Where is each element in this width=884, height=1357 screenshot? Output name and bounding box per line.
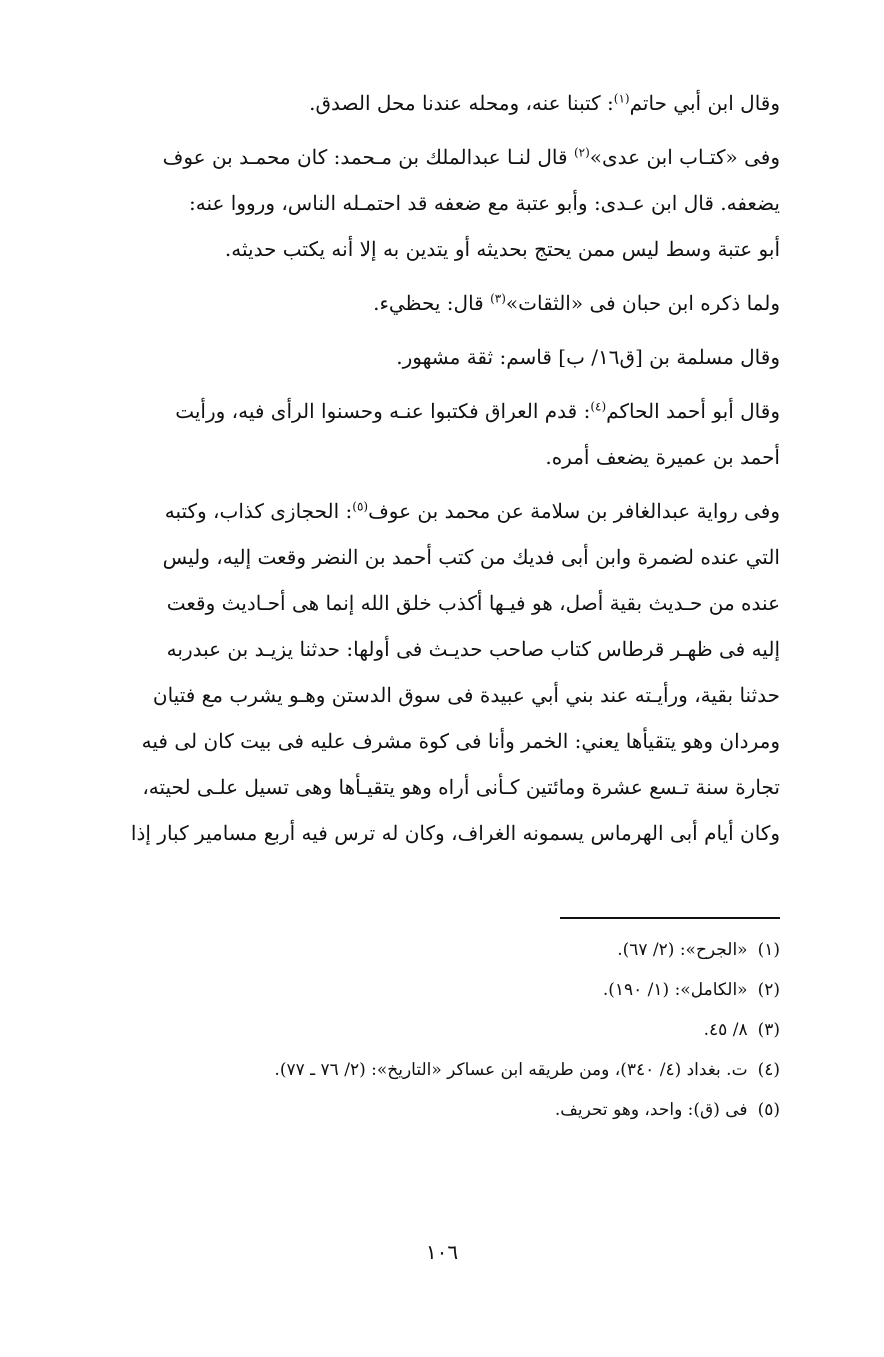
- text-line: أبو عتبة وسط ليس ممن يحتج بحديثه أو يتدين به إلا أنه يكتب حديثه.: [224, 237, 780, 261]
- text-line: وقال مسلمة بن [ق١٦/ ب] قاسم: ثقة مشهور.: [396, 345, 780, 369]
- footnote-ref-3[interactable]: (٣): [490, 291, 506, 306]
- page-number: ١٠٦: [425, 1240, 459, 1264]
- footnote-ref-5[interactable]: (٥): [352, 499, 369, 514]
- footnote-divider: [560, 917, 780, 919]
- text-line: إليه فى ظهـر قرطاس كتاب صاحب حديـث فى أولها: حدثنا يزيـد بن عبدربه: [166, 637, 780, 661]
- paragraph-abd-al-ghafir: [104, 488, 780, 856]
- text-line: أحمد بن عميرة يضعف أمره.: [545, 445, 780, 469]
- footnote-ref-4[interactable]: (٤): [590, 399, 607, 414]
- paragraph-ibn-adi: [104, 134, 780, 272]
- paragraph-ibn-hibban: [104, 280, 780, 326]
- footnote-number: (١): [757, 940, 780, 960]
- footnote-number: (٤): [757, 1060, 780, 1080]
- paragraph-ibn-abi-hatim: [104, 80, 780, 126]
- text-line: وفى «كتـاب ابن عدى»$^{(٢)}$ قال لنـا عبدالملك بن مـحمد: كان محمـد بن عوف: [162, 145, 780, 169]
- text-line: وقال أبو أحمد الحاكم$^{(٤)}$: قدم العراق فكتبوا عنـه وحسنوا الرأى فيه، ورأيت: [175, 399, 780, 423]
- text-line: وقال ابن أبي حاتم$^{(١)}$: كتبنا عنه، ومحله عندنا محل الصدق.: [309, 91, 780, 115]
- paragraph-abu-ahmad: [104, 388, 780, 480]
- footnote-number: (٢): [757, 980, 780, 1000]
- footnote-3: [104, 1010, 780, 1050]
- paragraph-maslama: [104, 334, 780, 380]
- footnote-text: «الكامل»: (١/ ١٩٠).: [602, 980, 748, 1000]
- footnote-text: ٨/ ٤٥.: [703, 1020, 748, 1040]
- text-line: حدثنا بقية، ورأيـته عند بني أبي عبيدة فى سوق الدستن وهـو يشرب مع فتيان: [152, 683, 780, 707]
- footnote-2: [104, 970, 780, 1010]
- text-line: ومردان وهو يتقيأها يعني: الخمر وأنا فى كوة مشرف عليه فى بيت كان لى فيه: [141, 729, 780, 753]
- footnote-ref-1[interactable]: (١): [613, 91, 630, 106]
- footnote-text: ت. بغداد (٤/ ٣٤٠)، ومن طريقه ابن عساكر «التاريخ»: (٢/ ٧٦ ـ ٧٧).: [274, 1060, 748, 1080]
- footnotes: [104, 930, 780, 1130]
- footnote-number: (٥): [757, 1100, 780, 1120]
- text-line: وكان أيام أبى الهرماس يسمونه الغراف، وكان له ترس فيه أربع مسامير كبار إذا: [130, 821, 780, 845]
- footnote-number: (٣): [757, 1020, 780, 1040]
- footnote-ref-2[interactable]: (٢): [573, 145, 590, 160]
- footnote-text: «الجرح»: (٢/ ٦٧).: [617, 940, 748, 960]
- text-line: ولما ذكره ابن حبان فى «الثقات»$^{(٣)}$ قال: يحظيء.: [373, 291, 780, 315]
- main-text: [104, 80, 780, 864]
- footnote-text: فى (ق): واحد، وهو تحريف.: [554, 1100, 748, 1120]
- footnote-5: [104, 1090, 780, 1130]
- text-line: التي عنده لضمرة وابن أبى فديك من كتب أحمد بن النضر وقعت إليه، وليس: [162, 545, 780, 569]
- text-line: يضعفه. قال ابن عـدى: وأبو عتبة مع ضعفه قد احتمـله الناس، ورووا عنه:: [189, 191, 780, 215]
- text-line: عنده من حـديث بقية أصل، هو فيـها أكذب خلق الله إنما هى أحـاديث وقعت: [166, 591, 780, 615]
- footnote-4: [104, 1050, 780, 1090]
- footnote-1: [104, 930, 780, 970]
- text-line: تجارة سنة تـسع عشرة ومائتين كـأنى أراه وهو يتقيـأها وهى تسيل علـى لحيته،: [142, 775, 780, 799]
- text-line: وفى رواية عبدالغافر بن سلامة عن محمد بن عوف$^{(٥)}$: الحجازى كذاب، وكتبه: [164, 499, 780, 523]
